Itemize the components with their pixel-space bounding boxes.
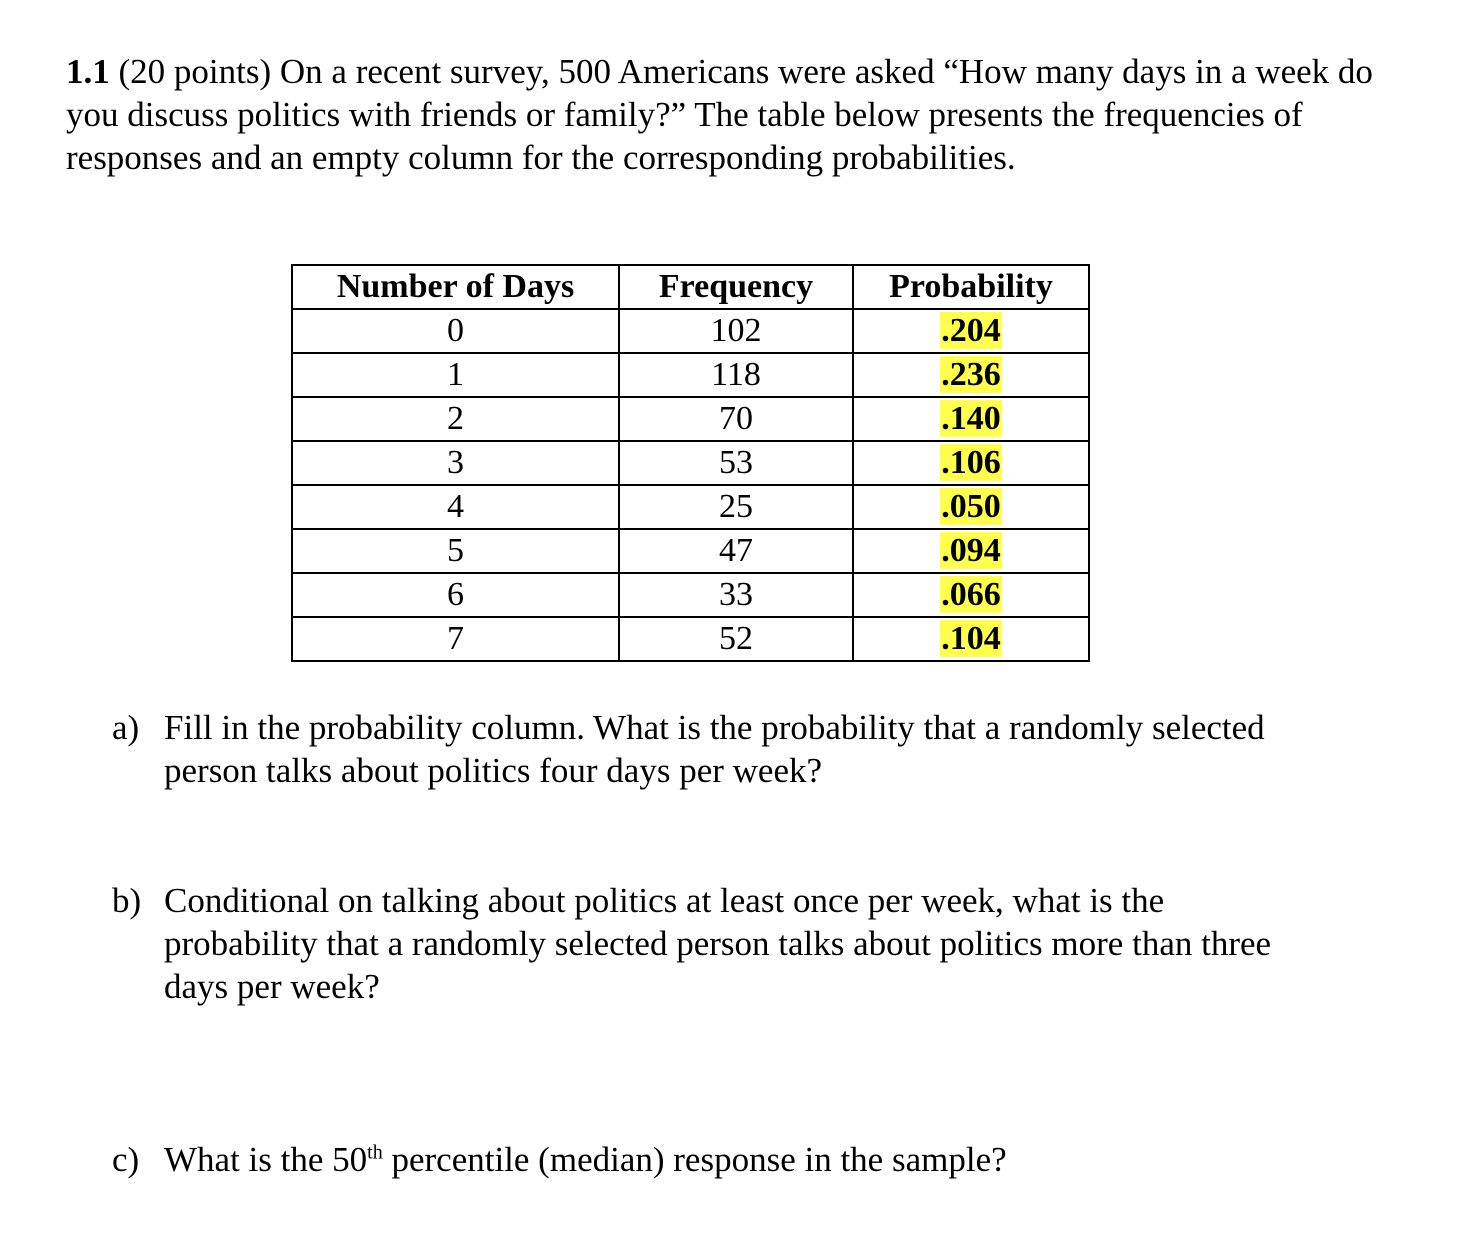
probability-cell bbox=[853, 309, 1089, 353]
probability-cell bbox=[853, 573, 1089, 617]
days-cell: 0 bbox=[292, 309, 619, 353]
days-cell: 1 bbox=[292, 353, 619, 397]
probability-cell bbox=[853, 617, 1089, 661]
question-c bbox=[112, 1138, 1312, 1181]
probability-cell bbox=[853, 529, 1089, 573]
probability-value: .050 bbox=[941, 488, 1001, 525]
probability-value: .106 bbox=[941, 444, 1001, 481]
probability-cell bbox=[853, 485, 1089, 529]
question-c-superscript: th bbox=[367, 1141, 383, 1164]
probability-cell bbox=[853, 353, 1089, 397]
days-cell: 2 bbox=[292, 397, 619, 441]
frequency-cell: 47 bbox=[619, 529, 853, 573]
frequency-cell: 52 bbox=[619, 617, 853, 661]
question-c-text-after: percentile (median) response in the sample? bbox=[382, 1140, 1007, 1179]
frequency-cell: 53 bbox=[619, 441, 853, 485]
table-row bbox=[292, 573, 1089, 617]
table-row bbox=[292, 397, 1089, 441]
days-cell: 3 bbox=[292, 441, 619, 485]
probability-cell bbox=[853, 441, 1089, 485]
question-c-label: c) bbox=[112, 1140, 140, 1179]
question-c-text bbox=[164, 1138, 1312, 1181]
header-number-of-days: Number of Days bbox=[292, 265, 619, 309]
table-row bbox=[292, 529, 1089, 573]
frequency-cell: 33 bbox=[619, 573, 853, 617]
probability-value: .094 bbox=[941, 532, 1001, 569]
probability-cell bbox=[853, 397, 1089, 441]
days-cell: 5 bbox=[292, 529, 619, 573]
days-cell: 4 bbox=[292, 485, 619, 529]
frequency-cell: 102 bbox=[619, 309, 853, 353]
problem-statement bbox=[66, 50, 1386, 179]
question-b bbox=[112, 879, 1312, 1008]
table-row bbox=[292, 485, 1089, 529]
header-frequency: Frequency bbox=[619, 265, 853, 309]
probability-value: .236 bbox=[941, 356, 1001, 393]
probability-value: .104 bbox=[941, 620, 1001, 657]
question-b-text: Conditional on talking about politics at least once per week, what is the probability that a randomly selected person talks about politics more than three days per week? bbox=[164, 881, 1272, 1006]
frequency-cell: 118 bbox=[619, 353, 853, 397]
question-b-label: b) bbox=[112, 881, 142, 920]
table-header-row bbox=[292, 265, 1089, 309]
days-cell: 6 bbox=[292, 573, 619, 617]
probability-value: .140 bbox=[941, 400, 1001, 437]
frequency-cell: 70 bbox=[619, 397, 853, 441]
question-a-text: Fill in the probability column. What is the probability that a randomly selected person talks about politics four days per week? bbox=[164, 708, 1265, 790]
probability-value: .204 bbox=[941, 312, 1001, 349]
frequency-cell: 25 bbox=[619, 485, 853, 529]
problem-text: (20 points) On a recent survey, 500 Americans were asked “How many days in a week do you discuss politics with friends or family?” The table below presents the frequencies of responses and an empty column for the corresponding probabilities. bbox=[66, 52, 1373, 177]
days-cell: 7 bbox=[292, 617, 619, 661]
header-probability: Probability bbox=[853, 265, 1089, 309]
frequency-table bbox=[291, 264, 1090, 662]
question-a bbox=[112, 706, 1312, 792]
probability-value: .066 bbox=[941, 576, 1001, 613]
question-c-text-before: What is the 50 bbox=[164, 1140, 368, 1179]
problem-number: 1.1 bbox=[66, 52, 110, 91]
table-row bbox=[292, 309, 1089, 353]
table-row bbox=[292, 441, 1089, 485]
table-row bbox=[292, 617, 1089, 661]
table-row bbox=[292, 353, 1089, 397]
question-a-label: a) bbox=[112, 708, 140, 747]
